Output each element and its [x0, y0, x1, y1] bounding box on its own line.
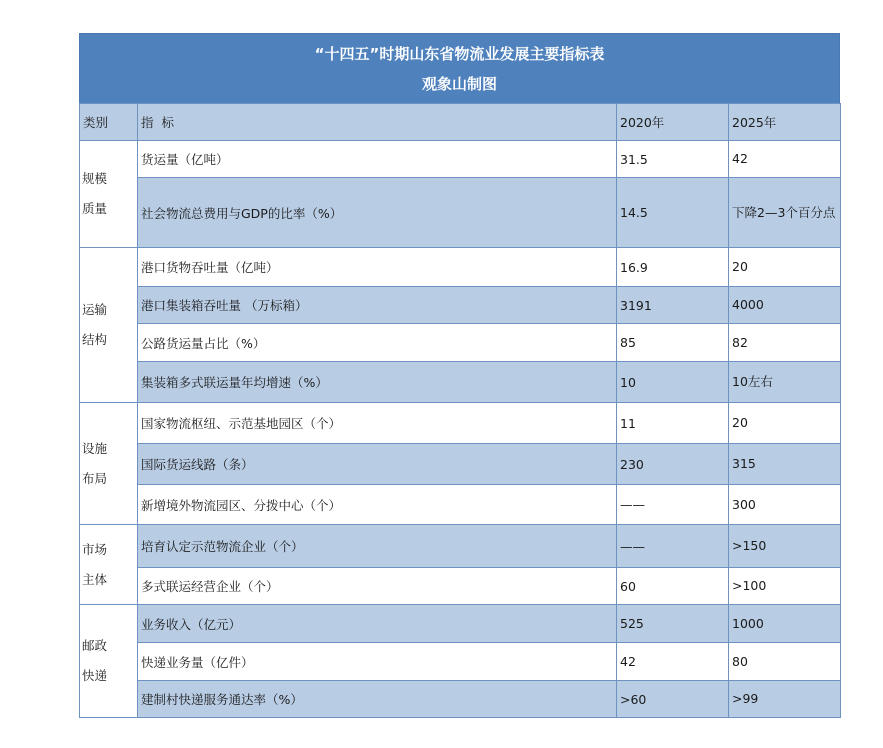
value-2025-cell: 20 — [729, 403, 841, 444]
value-2025-cell: >99 — [729, 681, 841, 718]
category-cell: 运输 结构 — [80, 248, 138, 403]
value-2020-cell: 3191 — [617, 287, 729, 324]
category-cell: 规模 质量 — [80, 141, 138, 248]
indicator-cell: 新增境外物流园区、分拨中心（个） — [138, 485, 617, 525]
header-row — [80, 104, 841, 141]
header-2025: 2025年 — [729, 104, 841, 141]
value-2020-cell: >60 — [617, 681, 729, 718]
table-row — [80, 681, 841, 718]
value-2025-cell: 4000 — [729, 287, 841, 324]
table-row — [80, 287, 841, 324]
indicator-cell: 公路货运量占比（%） — [138, 324, 617, 362]
value-2025-cell: 82 — [729, 324, 841, 362]
indicator-cell: 港口货物吞吐量（亿吨） — [138, 248, 617, 287]
value-2020-cell: 42 — [617, 643, 729, 681]
indicator-cell: 建制村快递服务通达率（%） — [138, 681, 617, 718]
table-title-block — [79, 33, 840, 103]
indicator-table — [79, 103, 841, 718]
value-2020-cell: 31.5 — [617, 141, 729, 178]
value-2025-cell: 300 — [729, 485, 841, 525]
header-indicator: 指 标 — [138, 104, 617, 141]
table-row — [80, 141, 841, 178]
value-2020-cell: 525 — [617, 605, 729, 643]
value-2020-cell: 60 — [617, 568, 729, 605]
value-2020-cell: 85 — [617, 324, 729, 362]
value-2020-cell: 230 — [617, 444, 729, 485]
value-2025-cell: 20 — [729, 248, 841, 287]
value-2025-cell: 下降2—3个百分点 — [729, 178, 841, 248]
category-cell: 设施 布局 — [80, 403, 138, 525]
indicator-cell: 培育认定示范物流企业（个） — [138, 525, 617, 568]
value-2020-cell: 14.5 — [617, 178, 729, 248]
value-2025-cell: 42 — [729, 141, 841, 178]
indicator-cell: 货运量（亿吨） — [138, 141, 617, 178]
table-row — [80, 568, 841, 605]
table-row — [80, 362, 841, 403]
indicator-cell: 集装箱多式联运量年均增速（%） — [138, 362, 617, 403]
value-2025-cell: >100 — [729, 568, 841, 605]
indicator-cell: 国家物流枢纽、示范基地园区（个） — [138, 403, 617, 444]
indicator-cell: 社会物流总费用与GDP的比率（%） — [138, 178, 617, 248]
indicator-cell: 多式联运经营企业（个） — [138, 568, 617, 605]
table-row — [80, 444, 841, 485]
indicator-cell: 港口集装箱吞吐量 （万标箱） — [138, 287, 617, 324]
table-row — [80, 605, 841, 643]
indicator-cell: 国际货运线路（条） — [138, 444, 617, 485]
table-row — [80, 178, 841, 248]
indicator-table-container — [79, 33, 840, 718]
table-subtitle: 观象山制图 — [421, 75, 497, 93]
value-2020-cell: 11 — [617, 403, 729, 444]
table-title: “十四五”时期山东省物流业发展主要指标表 — [314, 45, 605, 63]
table-row — [80, 403, 841, 444]
table-row — [80, 643, 841, 681]
value-2020-cell: —— — [617, 525, 729, 568]
value-2020-cell: 10 — [617, 362, 729, 403]
value-2025-cell: 315 — [729, 444, 841, 485]
table-row — [80, 525, 841, 568]
indicator-cell: 快递业务量（亿件） — [138, 643, 617, 681]
category-cell: 邮政 快递 — [80, 605, 138, 718]
table-row — [80, 248, 841, 287]
value-2025-cell: >150 — [729, 525, 841, 568]
value-2020-cell: 16.9 — [617, 248, 729, 287]
table-row — [80, 485, 841, 525]
value-2020-cell: —— — [617, 485, 729, 525]
value-2025-cell: 10左右 — [729, 362, 841, 403]
value-2025-cell: 80 — [729, 643, 841, 681]
table-row — [80, 324, 841, 362]
header-2020: 2020年 — [617, 104, 729, 141]
header-category: 类别 — [80, 104, 138, 141]
indicator-cell: 业务收入（亿元） — [138, 605, 617, 643]
value-2025-cell: 1000 — [729, 605, 841, 643]
category-cell: 市场 主体 — [80, 525, 138, 605]
